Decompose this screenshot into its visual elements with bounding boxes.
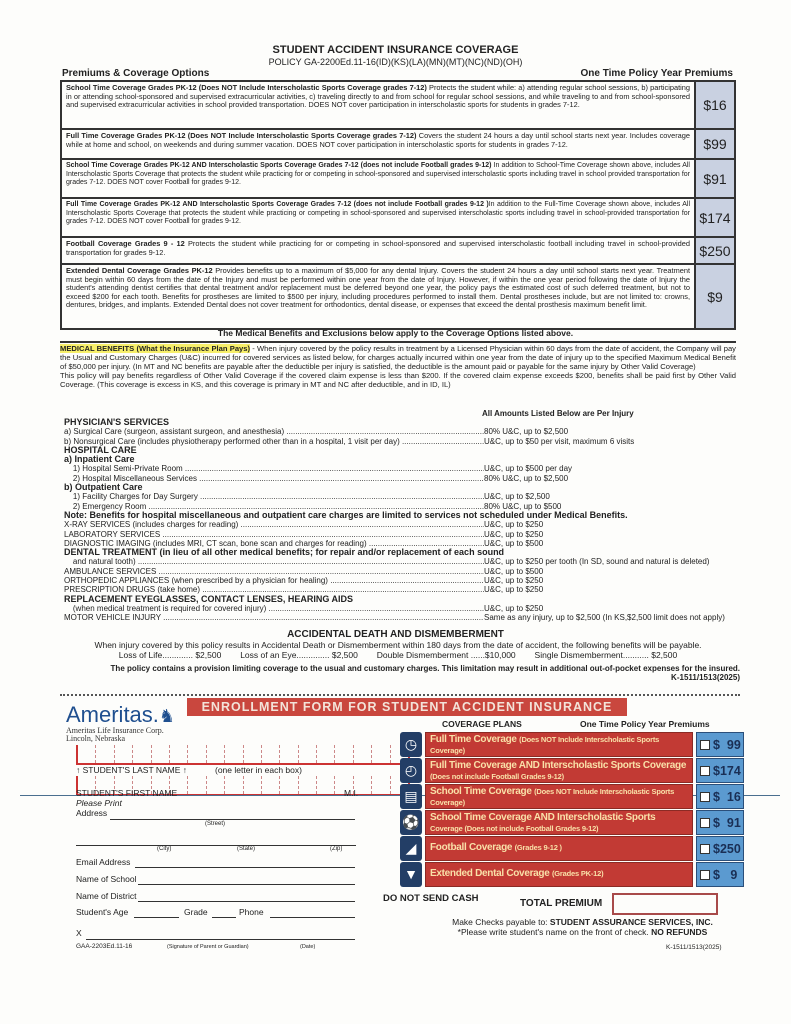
- benefit-section: DENTAL TREATMENT (in lieu of all other medical benefits; for repair and/or replacement of each sound: [64, 547, 505, 558]
- first-name-label: STUDENT'S FIRST NAME: [76, 788, 178, 798]
- plan-checkbox[interactable]: [700, 844, 710, 854]
- benefit-value: U&C, up to $500 per day: [484, 464, 573, 474]
- plan-name: [425, 732, 693, 757]
- plan-name: [425, 862, 693, 887]
- coverage-desc: Protects the student while: a) attending regular school sessions, b) participating in or attending school-sponsored and supervised extracurricular activities, c) traveling directly to and from school for regular school sessions, and while traveling to and from school-sponsored and supervised extracurricular activities in school provided transportation. DOES NOT cover participation in interscholastic sports for students in grades 7-12.: [66, 83, 690, 110]
- zip-label: (Zip): [330, 846, 343, 852]
- benefit-row: [64, 446, 744, 455]
- no-refunds: NO REFUNDS: [651, 926, 708, 937]
- plan-price: $250: [713, 841, 741, 856]
- plan-price-option[interactable]: [696, 758, 744, 783]
- coverage-desc: In addition to the Full-Time Coverage shown above, includes All Interscholastic Sports Coverage that protects the student while practicing or competing in school-sponsored and supervised interscholastic sports including travel in school-provided transportation for grades 7-12. DOES NOT cover Football for grades 9-12.: [66, 201, 691, 226]
- signature-input[interactable]: [86, 939, 355, 940]
- plan-price-option[interactable]: [696, 810, 744, 835]
- email-input[interactable]: [135, 867, 355, 868]
- street-input[interactable]: [110, 819, 355, 820]
- plan-price: $ 99: [713, 737, 741, 752]
- benefit-row: [64, 418, 744, 427]
- benefit-value: U&C, up to $250: [484, 576, 544, 586]
- benefit-value: U&C, up to $250: [484, 520, 544, 530]
- benefit-row: [64, 548, 744, 557]
- plan-subtitle: (Grades 9-12 ): [514, 843, 562, 852]
- street-label: (Street): [205, 821, 226, 827]
- benefit-value: 80% U&C, up to $2,500: [484, 473, 569, 483]
- write-name-note: *Please write student's name on the front of check.: [457, 926, 652, 937]
- plan-checkbox[interactable]: [700, 766, 710, 776]
- school-input[interactable]: [138, 884, 355, 885]
- benefit-value: Same as any injury, up to $2,500 (In KS,$2,500 limit does not apply): [484, 613, 725, 623]
- add-description: [50, 641, 746, 660]
- plan-title: School Time Coverage: [430, 786, 532, 797]
- coverage-price: $250: [696, 238, 734, 263]
- checks-label: Make Checks payable to:: [452, 917, 550, 927]
- per-injury-note: All Amounts Listed Below are Per Injury: [482, 409, 634, 418]
- add-items: Loss of Life............. $2,500 Loss of an Eye.............. $2,500 Double Dismemberment ......$10,000 Single Dismemberment........... $2,500: [118, 649, 678, 660]
- benefit-row: [64, 464, 744, 473]
- coverage-title: School Time Coverage Grades PK-12 (Does NOT Include Interscholastic Sports Coverage grades 7-12): [66, 83, 427, 92]
- coverage-row: [62, 199, 734, 238]
- city-label: (City): [157, 846, 172, 852]
- benefit-label: a) Surgical Care (surgeon, assistant surgeon, and anesthesia) .....: [64, 427, 484, 436]
- benefit-value: U&C, up to $500: [484, 538, 544, 548]
- benefit-row: [64, 557, 744, 566]
- coverage-row: [62, 265, 734, 328]
- medical-benefits-p1: - When injury covered by the policy results in treatment by a Licensed Physician within 60 days from the date of accident, the Company will pay the Usual and Customary Charges (U&C) incurred for covered services as listed below, for charges actually incurred within one year from the date of injury up to the specified Maximum Medical Benefit of $50,000 per injury. (In MT and NC benefits are payable after the deductible per injury is satisfied, the deductible is the amount paid or payable for the same injury by Other Valid Coverage): [60, 344, 736, 371]
- coverage-note: The Medical Benefits and Exclusions below apply to the Coverage Options listed above.: [217, 328, 574, 338]
- benefit-section: b) Outpatient Care: [64, 482, 143, 493]
- age-label: Student's Age: [76, 907, 129, 917]
- coverage-row: [62, 238, 734, 265]
- benefit-value: U&C, up to $500: [484, 566, 544, 576]
- clock-icon: ◷: [400, 732, 422, 757]
- phone-label: Phone: [239, 907, 264, 917]
- tooth-icon: ▼: [400, 862, 422, 887]
- benefit-row: [64, 427, 744, 436]
- district-input[interactable]: [138, 901, 355, 902]
- plan-checkbox[interactable]: [700, 818, 710, 828]
- benefit-value: 80% U&C, up to $500: [484, 501, 562, 511]
- benefit-value: U&C, up to $250: [484, 529, 544, 539]
- benefit-row: [64, 604, 744, 613]
- benefit-row: [64, 511, 744, 520]
- state-label: (State): [237, 846, 256, 852]
- no-cash-note: DO NOT SEND CASH: [383, 893, 479, 904]
- plan-price-option[interactable]: [696, 732, 744, 757]
- plan-title: Full Time Coverage: [430, 734, 517, 745]
- date-label: (Date): [300, 944, 316, 950]
- ameritas-logo: [66, 702, 175, 728]
- plan-price: $174: [713, 763, 741, 778]
- plan-price-option[interactable]: [696, 784, 744, 809]
- plan-subtitle: (Does NOT Include Interscholastic Sports Coverage): [430, 735, 660, 755]
- plan-name: [425, 836, 693, 861]
- benefit-section: PHYSICIAN'S SERVICES: [64, 417, 170, 427]
- benefit-label: 1) Facility Charges for Day Surgery .....: [64, 492, 484, 501]
- limitation-text: The policy contains a provision limiting coverage to the usual and customary charges. This limitation may result in additional out-of-pocket expenses for the insured.: [110, 664, 740, 673]
- address-label: Address: [76, 808, 108, 818]
- cut-line: [60, 694, 740, 696]
- plan-checkbox[interactable]: [700, 792, 710, 802]
- plan-subtitle: Coverage (Does not include Football Grades 9-12): [430, 823, 599, 833]
- plan-name: [425, 810, 693, 835]
- plan-price: $ 91: [713, 815, 741, 830]
- signature-x: X: [76, 928, 82, 938]
- plan-subtitle: (Does not include Football Grades 9-12): [430, 771, 564, 781]
- benefit-value: U&C, up to $50 per visit, maximum 6 visits: [484, 436, 635, 446]
- plan-name: [425, 758, 693, 783]
- coverage-desc: Covers the student 24 hours a day until school starts next year. Includes coverage while at home and school, on weekends and during summer vacation. DOES NOT cover participation in interscholastic sports for students in grades 7-12.: [66, 131, 690, 149]
- benefit-value: U&C, up to $250: [484, 603, 544, 613]
- benefit-label: LABORATORY SERVICES .....: [64, 530, 484, 539]
- form-premiums-heading: One Time Policy Year Premiums: [580, 719, 710, 729]
- grade-input[interactable]: [212, 917, 236, 918]
- clock-sports-icon: ◴: [400, 758, 422, 783]
- coverage-price: $99: [696, 130, 734, 158]
- plan-price: $ 9: [713, 867, 738, 882]
- coverage-price: $91: [696, 160, 734, 197]
- company-info: [66, 727, 164, 743]
- email-label: Email Address: [76, 857, 131, 867]
- benefit-label: 2) Hospital Miscellaneous Services .....: [64, 474, 484, 483]
- plan-row: [400, 783, 745, 809]
- coverage-row: [62, 130, 734, 160]
- benefit-row: [64, 595, 744, 604]
- limitation-note: [50, 664, 740, 682]
- plan-name: [425, 784, 693, 809]
- medical-benefits-p2: This policy will pay benefits regardless of Other Valid Coverage if the covered claim expense is less than $200. If the covered claim expense exceeds $200, benefits shall be paid first by Other Valid Coverage. (This coverage is excess in KS, and this coverage is primary in MT and NC after deductible, and in ID, IL): [60, 371, 736, 389]
- plan-checkbox[interactable]: [700, 740, 710, 750]
- plan-price: $ 16: [713, 789, 741, 804]
- book-icon: ▤: [400, 784, 422, 809]
- benefit-section: REPLACEMENT EYEGLASSES, CONTACT LENSES, HEARING AIDS: [64, 593, 354, 604]
- medical-benefits-text: [60, 341, 736, 389]
- benefit-label: 2) Emergency Room .....: [64, 502, 484, 511]
- plan-title: Full Time Coverage AND Interscholastic Sports Coverage: [430, 760, 687, 771]
- benefit-row: [64, 455, 744, 464]
- benefit-label: 1) Hospital Semi-Private Room .....: [64, 464, 484, 473]
- checks-payee: STUDENT ASSURANCE SERVICES, INC.: [549, 917, 713, 927]
- benefit-label: ORTHOPEDIC APPLIANCES (when prescribed by a physician for healing) .....: [64, 576, 484, 585]
- benefit-label: MOTOR VEHICLE INJURY .....: [64, 613, 484, 622]
- signature-label: (Signature of Parent or Guardian): [167, 944, 249, 950]
- phone-input[interactable]: [270, 917, 355, 918]
- add-title: ACCIDENTAL DEATH AND DISMEMBERMENT: [287, 629, 504, 640]
- benefit-row: [64, 576, 744, 585]
- sports-ball-icon: ⚽: [400, 810, 422, 835]
- benefit-row: [64, 492, 744, 501]
- plan-title: Football Coverage: [430, 842, 513, 853]
- benefit-label: and natural tooth) .....: [64, 557, 484, 566]
- bison-icon: ♞: [158, 706, 176, 726]
- plan-row: [400, 835, 745, 861]
- plan-checkbox[interactable]: [700, 870, 710, 880]
- benefit-value: 80% U&C, up to $2,500: [484, 427, 569, 437]
- benefit-label: (when medical treatment is required for covered injury) .....: [64, 604, 484, 613]
- add-text: When injury covered by this policy results in Accidental Death or Dismemberment within 180 days from the date of accident, the following benefits will be payable.: [94, 640, 702, 650]
- benefit-value: U&C, up to $250: [484, 585, 544, 595]
- district-label: Name of District: [76, 891, 137, 901]
- logo-text: Ameritas.: [66, 702, 159, 727]
- total-premium-label: TOTAL PREMIUM: [520, 898, 603, 909]
- plan-row: [400, 757, 745, 783]
- coverage-table: [60, 80, 736, 330]
- plan-price-option[interactable]: [696, 836, 744, 861]
- plan-title: Extended Dental Coverage: [430, 868, 550, 879]
- coverage-title: Full Time Coverage Grades PK-12 AND Interscholastic Sports Coverage Grades 7-12 (does not include Football grades 9-12 ): [66, 201, 489, 208]
- benefit-label: DIAGNOSTIC IMAGING (includes MRI, CT scan, bone scan and charges for reading) .....: [64, 539, 484, 548]
- benefit-section: a) Inpatient Care: [64, 454, 135, 465]
- coverage-title: School Time Coverage Grades PK-12 AND Interscholastic Sports Coverage Grades 7-12 (does not include Football grades 9-12): [66, 162, 492, 169]
- benefit-value: U&C, up to $250 per tooth (In SD, sound and natural is deleted): [484, 557, 710, 567]
- benefit-section: Note: Benefits for hospital miscellaneous and outpatient care charges are limited to services not scheduled under Medical Benefits.: [64, 509, 628, 520]
- benefits-list: [64, 418, 744, 623]
- benefit-row: [64, 530, 744, 539]
- benefit-row: [64, 474, 744, 483]
- plan-title: School Time Coverage AND Interscholastic Sports: [430, 812, 656, 823]
- benefit-label: AMBULANCE SERVICES .....: [64, 567, 484, 576]
- benefit-row: [64, 613, 744, 622]
- total-premium-input[interactable]: [612, 893, 718, 915]
- coverage-plans-heading: COVERAGE PLANS: [442, 719, 522, 729]
- document-title: STUDENT ACCIDENT INSURANCE COVERAGE: [272, 44, 519, 56]
- medical-benefits-heading: MEDICAL BENEFITS (What the Insurance Plan Pays): [60, 344, 251, 353]
- plan-price-option[interactable]: [696, 862, 744, 887]
- coverage-price: $174: [696, 199, 734, 236]
- company-name: Ameritas Life Insurance Corp.: [66, 726, 164, 735]
- city-state-zip-input[interactable]: [76, 845, 356, 846]
- coverage-desc: Provides benefits up to a maximum of $5,000 for any dental Injury. Covers the student 24 hours a day until school starts next year. Treatment must begin within 60 days from the date of the Injury and must be performed within one year from the date of Injury. However, if within the one year period following the date of Injury the student's attending dentist certifies that dental treatment and/or replacement must be deferred beyond one year, the policy pays the estimated cost of such deferred treatment, but not to exceed $200 for each tooth. Benefits for prostheses are limited to $500 per injury, including procedures performed to install them. Dental prostheses include, but are not limited to: crowns, dentures, bridges, and implants. Extended Dental does not cover treatment for orthodontics, dental disease, or expenses that exceed the dental prosthesis maximum benefit limit.: [66, 266, 691, 310]
- benefit-row: [64, 567, 744, 576]
- last-name-boxes[interactable]: [76, 745, 410, 765]
- form-code-top: K-1511/1513(2025): [671, 673, 740, 682]
- last-name-label: ↑ STUDENT'S LAST NAME ↑: [76, 765, 188, 775]
- benefit-section: HOSPITAL CARE: [64, 444, 137, 455]
- mi-label: M.I.: [344, 788, 359, 798]
- coverage-price: $9: [696, 265, 734, 328]
- one-letter-note: (one letter in each box): [215, 765, 302, 775]
- age-input[interactable]: [134, 917, 179, 918]
- plan-subtitle: (Does NOT Include Interscholastic Sports Coverage): [430, 787, 675, 807]
- premiums-options-heading: Premiums & Coverage Options: [62, 68, 210, 79]
- coverage-row: [62, 82, 734, 130]
- plan-row: [400, 731, 745, 757]
- school-label: Name of School: [76, 874, 137, 884]
- benefit-value: U&C, up to $2,500: [484, 492, 550, 502]
- plan-row: [400, 809, 745, 835]
- benefit-label: b) Nonsurgical Care (includes physiotherapy performed other than in a hospital, 1 visit per day) .....: [64, 437, 484, 446]
- coverage-desc: Protects the student while practicing for or competing in school-sponsored and supervised interscholastic football including travel in school-provided transportation for grades 9-12.: [66, 239, 690, 257]
- premiums-heading: One Time Policy Year Premiums: [580, 68, 733, 79]
- football-icon: ◢: [400, 836, 422, 861]
- grade-label: Grade: [184, 907, 208, 917]
- company-city: Lincoln, Nebraska: [66, 734, 126, 743]
- plan-subtitle: (Grades PK-12): [552, 869, 604, 878]
- coverage-desc: In addition to School-Time Coverage shown above, includes All Interscholastic Sports Coverage that protects the student while practicing for or competing in school-sponsored and supervised interscholastic sports including travel in school provided transportation for grades 7-12. DOES NOT cover Football for grades 9-12.: [66, 162, 690, 187]
- please-print: Please Print: [76, 798, 122, 808]
- coverage-title: Full Time Coverage Grades PK-12 (Does NOT Include Interscholastic Sports Coverage grades 7-12): [66, 131, 417, 140]
- form-code: K-1511/1513(2025): [666, 944, 722, 951]
- form-number: GAA-2203Ed.11-16: [76, 943, 133, 950]
- plan-row: [400, 861, 745, 887]
- benefit-label: PRESCRIPTION DRUGS (take home) .....: [64, 585, 484, 594]
- coverage-title: Football Coverage Grades 9 - 12: [66, 239, 185, 248]
- check-instructions: [430, 918, 735, 937]
- benefit-row: [64, 437, 744, 446]
- enrollment-banner: ENROLLMENT FORM FOR STUDENT ACCIDENT INSURANCE: [187, 698, 627, 716]
- coverage-price: $16: [696, 82, 734, 128]
- benefit-row: [64, 483, 744, 492]
- benefit-row: [64, 520, 744, 529]
- benefit-label: X-RAY SERVICES (includes charges for reading) .....: [64, 520, 484, 529]
- coverage-row: [62, 160, 734, 199]
- policy-number: POLICY GA-2200Ed.11-16(ID)(KS)(LA)(MN)(MT)(NC)(ND)(OH): [268, 57, 523, 67]
- coverage-title: Extended Dental Coverage Grades PK-12: [66, 266, 213, 275]
